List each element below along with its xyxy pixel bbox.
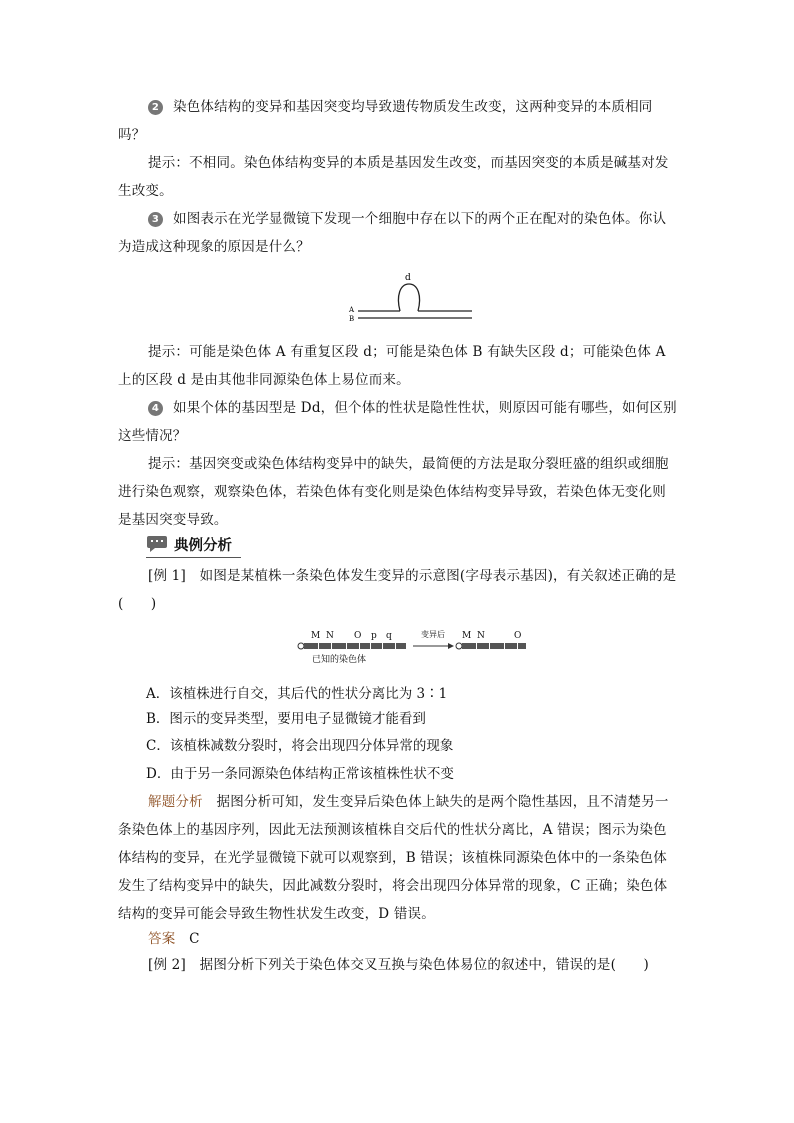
section-header bbox=[146, 533, 232, 555]
section-title: 典例分析 bbox=[174, 537, 232, 554]
question-3 bbox=[118, 205, 678, 261]
gene-label: O bbox=[354, 631, 362, 641]
question-2-text: 染色体结构的变异和基因突变均导致遗传物质发生改变，这两种变异的本质相同吗？ bbox=[118, 99, 653, 143]
chromosome-mutation-diagram bbox=[296, 627, 531, 667]
question-4 bbox=[118, 394, 678, 450]
gene-label: M bbox=[311, 631, 321, 641]
centromere bbox=[298, 643, 304, 649]
question-number-badge: 2 bbox=[148, 100, 163, 115]
diagram-caption: 已知的染色体 bbox=[312, 655, 367, 665]
speech-bubble-icon bbox=[146, 535, 168, 553]
question-4-text: 如果个体的基因型是 Dd，但个体的性状是隐性性状，则原因可能有哪些，如何区别这些情况？ bbox=[118, 400, 677, 444]
example-1-stem: [例 1] 如图是某植株一条染色体发生变异的示意图(字母表示基因)，有关叙述正确的是( ) bbox=[118, 568, 677, 612]
gene-label: p bbox=[371, 631, 377, 641]
gene-label: N bbox=[477, 631, 485, 641]
question-2 bbox=[118, 93, 678, 149]
gene-label: N bbox=[326, 631, 334, 641]
centromere bbox=[456, 643, 462, 649]
analysis-text: 据图分析可知，发生变异后染色体上缺失的是两个隐性基因，且不清楚另一条染色体上的基因序列，因此无法预测该植株自交后代的性状分离比，A 错误；图示为染色体结构的变异，在光学显微镜下就可以观察到，B 错误；该植株同源染色体中的一条染色体发生了结构变异中的缺失，因此减数分裂时，将会出现四分体异常的现象，C 正确；染色体结构的变异可能会导致生物性状发生改变，D 错误。 bbox=[118, 794, 669, 922]
question-number-badge: 4 bbox=[148, 401, 163, 416]
gene-label: M bbox=[462, 631, 472, 641]
right-chromosome bbox=[462, 643, 526, 649]
option-d: D．由于另一条同源染色体结构正常该植株性状不变 bbox=[146, 766, 454, 782]
chromosome-pairing-diagram bbox=[340, 268, 480, 328]
arrow-label: 变异后 bbox=[421, 630, 445, 639]
diagram-label-a: A bbox=[349, 306, 355, 314]
answer-value: C bbox=[189, 931, 200, 947]
example-1-analysis bbox=[118, 788, 678, 928]
question-3-hint: 提示：可能是染色体 A 有重复区段 d；可能是染色体 B 有缺失区段 d；可能染色体 A 上的区段 d 是由其他非同源染色体上易位而来。 bbox=[118, 344, 666, 388]
chromosome-a-loop bbox=[398, 284, 419, 311]
analysis-label: 解题分析 bbox=[148, 794, 203, 810]
question-2-hint: 提示：不相同。染色体结构变异的本质是基因发生改变，而基因突变的本质是碱基对发生改变。 bbox=[118, 155, 669, 199]
option-b: B．图示的变异类型，要用电子显微镜才能看到 bbox=[146, 711, 426, 727]
example-1-answer bbox=[118, 925, 678, 953]
example-2-stem: [例 2] 据图分析下列关于染色体交叉互换与染色体易位的叙述中，错误的是( ) bbox=[148, 957, 649, 973]
option-c: C．该植株减数分裂时，将会出现四分体异常的现象 bbox=[146, 738, 454, 754]
arrow-head bbox=[448, 643, 454, 649]
diagram-label-b: B bbox=[349, 315, 355, 323]
diagram-label-d: d bbox=[405, 273, 411, 283]
answer-label: 答案 bbox=[148, 931, 176, 947]
question-4-hint: 提示：基因突变或染色体结构变异中的缺失，最简便的方法是取分裂旺盛的组织或细胞进行染色观察，观察染色体，若染色体有变化则是染色体结构变异导致，若染色体无变化则是基因突变导致。 bbox=[118, 456, 669, 528]
gene-label: O bbox=[514, 631, 522, 641]
option-a: A．该植株进行自交，其后代的性状分离比为 3∶1 bbox=[146, 686, 448, 702]
question-number-badge: 3 bbox=[148, 212, 163, 227]
question-3-text: 如图表示在光学显微镜下发现一个细胞中存在以下的两个正在配对的染色体。你认为造成这种现象的原因是什么？ bbox=[118, 211, 667, 255]
section-underline bbox=[146, 557, 241, 558]
left-chromosome bbox=[304, 643, 406, 649]
gene-label: q bbox=[386, 631, 392, 641]
